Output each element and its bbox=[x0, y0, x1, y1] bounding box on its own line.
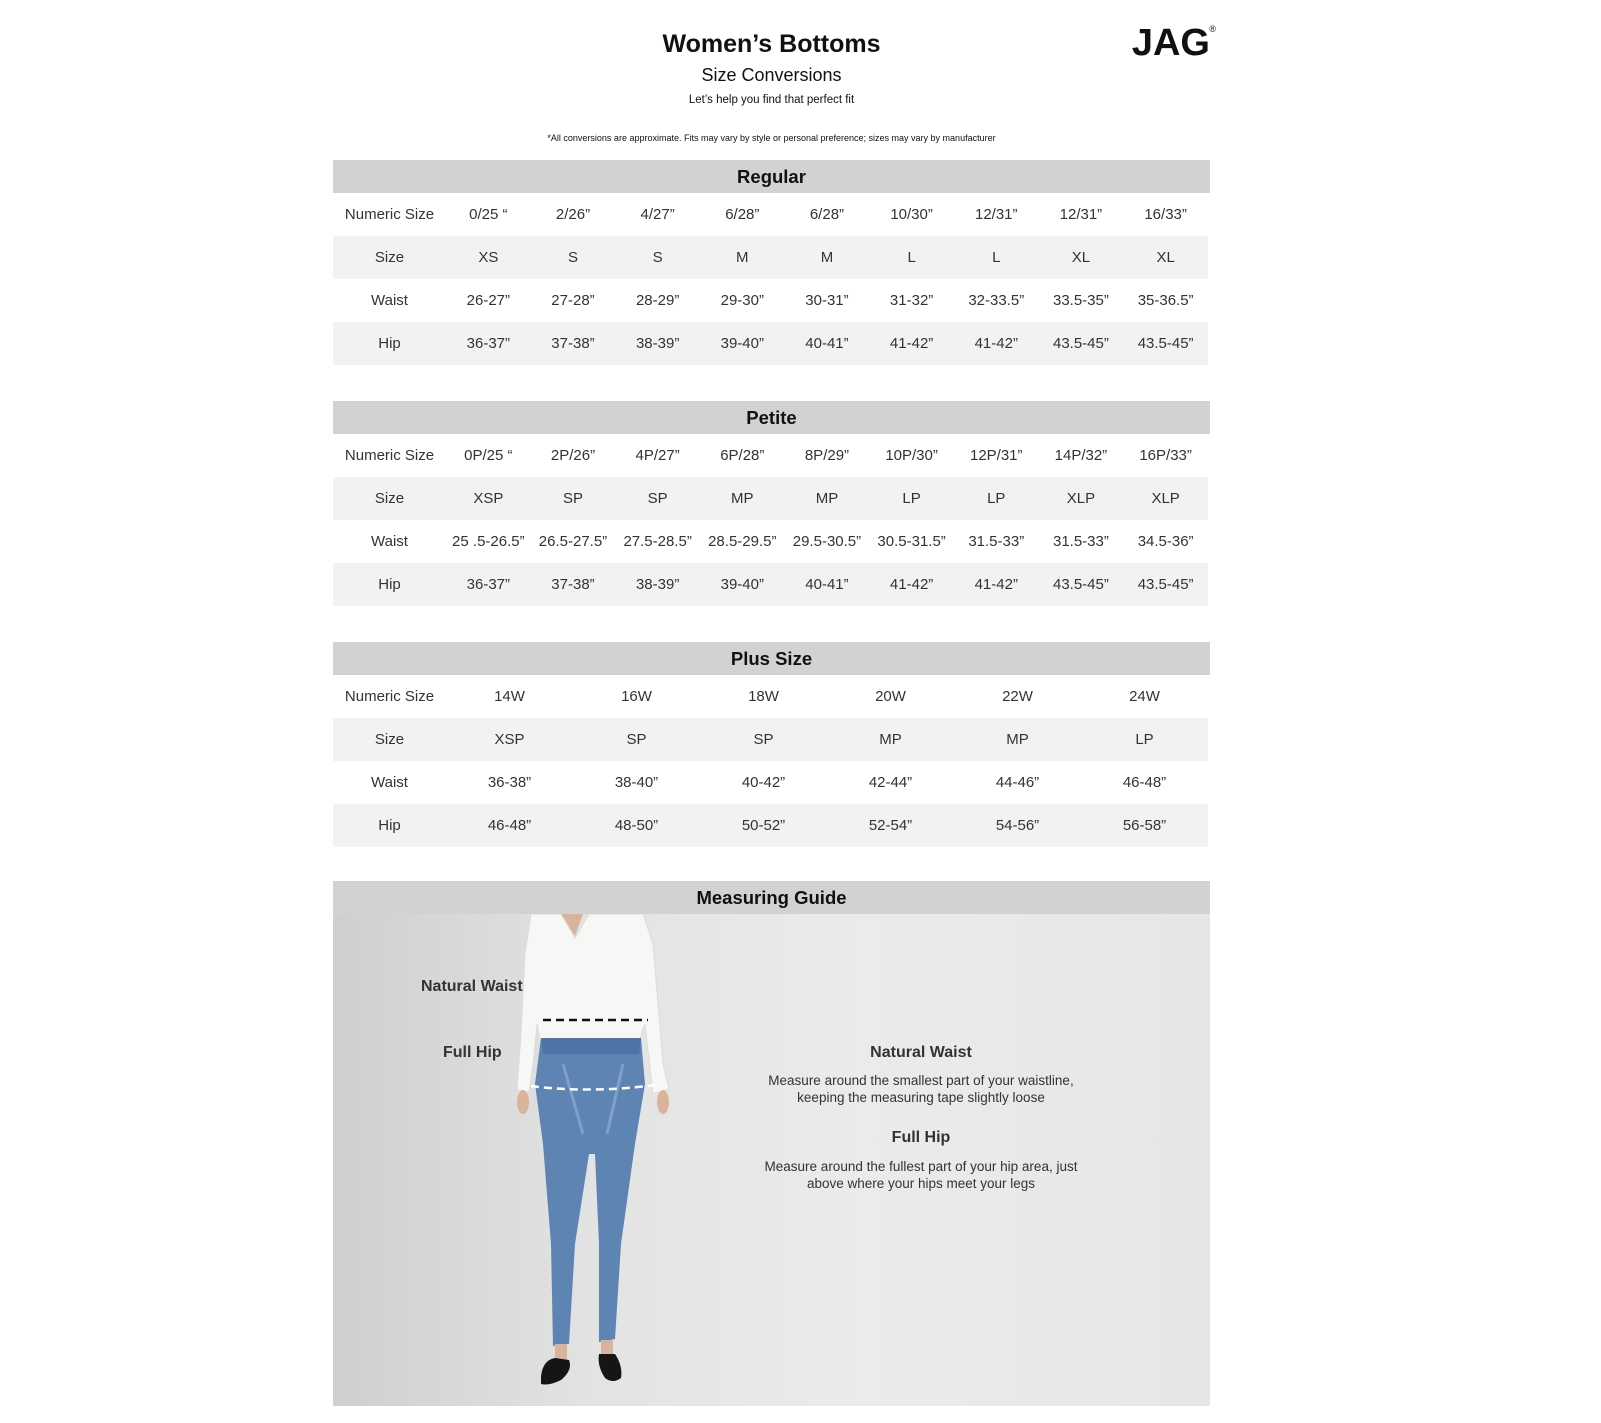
table-cell: 16W bbox=[621, 688, 652, 705]
tagline: Let’s help you find that perfect fit bbox=[688, 94, 855, 106]
regular-section bbox=[333, 160, 1210, 365]
table-cell: 31.5-33” bbox=[968, 533, 1025, 550]
row-header: Size bbox=[333, 236, 446, 279]
table-cell: 26-27” bbox=[466, 292, 510, 309]
table-cell: 6/28” bbox=[725, 206, 760, 223]
table-cell: 41-42” bbox=[869, 322, 954, 365]
measuring-guide bbox=[333, 881, 1210, 1406]
table-cell: 35-36.5” bbox=[1137, 292, 1194, 309]
table-cell: 27.5-28.5” bbox=[623, 533, 692, 550]
table-cell: MP bbox=[700, 477, 785, 520]
waist-description-line-2: keeping the measuring tape slightly loose bbox=[797, 1090, 1045, 1105]
table-cell: 31-32” bbox=[889, 292, 934, 309]
petite-table bbox=[333, 434, 1208, 606]
table-cell: 10P/30” bbox=[885, 447, 938, 464]
table-cell: 50-52” bbox=[700, 804, 827, 847]
table-cell: 25 .5-26.5” bbox=[452, 533, 525, 550]
brand-logo-text: JAG bbox=[1131, 22, 1210, 64]
table-cell: LP bbox=[954, 477, 1039, 520]
table-cell: 38-39” bbox=[615, 563, 700, 606]
table-cell: XLP bbox=[1039, 477, 1124, 520]
table-cell: 34.5-36” bbox=[1137, 533, 1194, 550]
table-cell: 2P/26” bbox=[550, 447, 596, 464]
table-cell: S bbox=[615, 236, 700, 279]
table-cell: MP bbox=[827, 718, 954, 761]
table-row bbox=[333, 804, 1208, 847]
table-cell: S bbox=[531, 236, 616, 279]
table-cell: 41-42” bbox=[954, 322, 1039, 365]
table-cell: SP bbox=[700, 718, 827, 761]
regular-table bbox=[333, 193, 1208, 365]
table-cell: 43.5-45” bbox=[1123, 563, 1208, 606]
table-cell: 12P/31” bbox=[969, 447, 1023, 464]
table-cell: 31.5-33” bbox=[1052, 533, 1109, 550]
figure-label-waist: Natural Waist bbox=[421, 978, 523, 995]
row-header: Hip bbox=[333, 804, 446, 847]
table-cell: SP bbox=[615, 477, 700, 520]
table-cell: 44-46” bbox=[995, 774, 1040, 791]
table-cell: 12/31” bbox=[1059, 206, 1103, 223]
section-title: Regular bbox=[333, 160, 1210, 193]
table-cell: 14P/32” bbox=[1054, 447, 1108, 464]
table-cell: L bbox=[954, 236, 1039, 279]
table-cell: 40-41” bbox=[785, 322, 870, 365]
table-cell: XL bbox=[1123, 236, 1208, 279]
table-row bbox=[333, 236, 1208, 279]
table-cell: 48-50” bbox=[573, 804, 700, 847]
table-cell: 27-28” bbox=[551, 292, 595, 309]
table-cell: 33.5-35” bbox=[1052, 292, 1109, 309]
table-cell: 20W bbox=[875, 688, 906, 705]
table-cell: XSP bbox=[446, 477, 531, 520]
table-cell: 36-37” bbox=[446, 563, 531, 606]
table-cell: XLP bbox=[1123, 477, 1208, 520]
table-cell: 42-44” bbox=[868, 774, 913, 791]
hip-description-line-2: above where your hips meet your legs bbox=[806, 1176, 1036, 1191]
table-cell: 54-56” bbox=[954, 804, 1081, 847]
section-title: Petite bbox=[333, 401, 1210, 434]
row-header: Size bbox=[333, 477, 446, 520]
table-cell: SP bbox=[531, 477, 616, 520]
table-row bbox=[333, 434, 1208, 477]
section-title: Measuring Guide bbox=[333, 881, 1210, 914]
plus-section bbox=[333, 642, 1210, 847]
table-cell: 16/33” bbox=[1144, 206, 1187, 223]
table-cell: 56-58” bbox=[1081, 804, 1208, 847]
page-title: Women’s Bottoms bbox=[662, 30, 881, 58]
row-header: Numeric Size bbox=[344, 447, 435, 464]
table-cell: 10/30” bbox=[890, 206, 933, 223]
row-header: Hip bbox=[333, 563, 446, 606]
table-cell: 41-42” bbox=[954, 563, 1039, 606]
table-cell: L bbox=[869, 236, 954, 279]
disclaimer-note: *All conversions are approximate. Fits may vary by style or personal preference; sizes may vary by manufacturer bbox=[547, 133, 996, 143]
table-cell: XS bbox=[446, 236, 531, 279]
table-cell: XSP bbox=[446, 718, 573, 761]
table-cell: XL bbox=[1039, 236, 1124, 279]
row-header: Size bbox=[333, 718, 446, 761]
row-header: Numeric Size bbox=[344, 688, 435, 705]
table-cell: 6P/28” bbox=[720, 447, 765, 464]
table-cell: 38-40” bbox=[614, 774, 659, 791]
plus-table bbox=[333, 675, 1208, 847]
table-row bbox=[333, 520, 1208, 563]
brand-logo bbox=[1131, 22, 1216, 65]
registered-mark: ® bbox=[1209, 24, 1216, 34]
row-header: Waist bbox=[371, 533, 408, 550]
hip-description-line-1: Measure around the fullest part of your hip area, just bbox=[764, 1159, 1078, 1174]
table-row bbox=[333, 761, 1208, 804]
table-cell: 32-33.5” bbox=[968, 292, 1025, 309]
table-row bbox=[333, 675, 1208, 718]
table-cell: SP bbox=[573, 718, 700, 761]
table-cell: 6/28” bbox=[809, 206, 845, 223]
section-title: Plus Size bbox=[333, 642, 1210, 675]
size-chart-sheet bbox=[333, 0, 1216, 1191]
row-header: Waist bbox=[371, 774, 408, 791]
table-cell: MP bbox=[785, 477, 870, 520]
table-row bbox=[333, 718, 1208, 761]
table-cell: 29.5-30.5” bbox=[792, 533, 862, 550]
table-cell: 29-30” bbox=[720, 292, 764, 309]
header bbox=[333, 0, 1216, 160]
table-cell: 37-38” bbox=[531, 563, 616, 606]
table-cell: 40-41” bbox=[785, 563, 870, 606]
hip-heading: Full Hip bbox=[891, 1129, 951, 1146]
table-cell: 36-38” bbox=[487, 774, 532, 791]
table-cell: 38-39” bbox=[615, 322, 700, 365]
table-cell: 43.5-45” bbox=[1039, 322, 1124, 365]
page-subtitle: Size Conversions bbox=[701, 65, 842, 85]
table-cell: 43.5-45” bbox=[1039, 563, 1124, 606]
waist-description-line-1: Measure around the smallest part of your waistline, bbox=[768, 1073, 1074, 1088]
table-cell: 24W bbox=[1129, 688, 1160, 705]
table-cell: 0P/25 “ bbox=[464, 447, 513, 464]
table-cell: 46-48” bbox=[1122, 774, 1167, 791]
row-header: Hip bbox=[333, 322, 446, 365]
table-row bbox=[333, 193, 1208, 236]
waist-heading: Natural Waist bbox=[870, 1044, 972, 1061]
table-cell: 28-29” bbox=[635, 292, 680, 309]
row-header: Numeric Size bbox=[344, 206, 435, 223]
table-cell: 52-54” bbox=[827, 804, 954, 847]
petite-section bbox=[333, 401, 1210, 606]
table-cell: M bbox=[700, 236, 785, 279]
table-cell: M bbox=[785, 236, 870, 279]
table-cell: 22W bbox=[1002, 688, 1033, 705]
table-cell: 36-37” bbox=[446, 322, 531, 365]
table-cell: LP bbox=[1081, 718, 1208, 761]
figure-label-hip: Full Hip bbox=[443, 1044, 502, 1061]
table-cell: 8P/29” bbox=[804, 447, 850, 464]
table-cell: LP bbox=[869, 477, 954, 520]
table-cell: 4/27” bbox=[640, 206, 675, 223]
row-header: Waist bbox=[371, 292, 408, 309]
table-row bbox=[333, 322, 1208, 365]
table-cell: 4P/27” bbox=[635, 447, 680, 464]
table-row bbox=[333, 563, 1208, 606]
table-row bbox=[333, 477, 1208, 520]
table-cell: 28.5-29.5” bbox=[708, 533, 777, 550]
table-cell: 43.5-45” bbox=[1123, 322, 1208, 365]
table-cell: 14W bbox=[494, 688, 525, 705]
table-cell: 30.5-31.5” bbox=[877, 533, 946, 550]
table-cell: 39-40” bbox=[700, 322, 785, 365]
table-cell: 41-42” bbox=[869, 563, 954, 606]
table-cell: 2/26” bbox=[555, 206, 591, 223]
table-cell: 26.5-27.5” bbox=[538, 533, 608, 550]
table-cell: 0/25 “ bbox=[469, 206, 508, 223]
table-cell: 30-31” bbox=[805, 292, 849, 309]
table-cell: 37-38” bbox=[531, 322, 616, 365]
table-cell: 39-40” bbox=[700, 563, 785, 606]
table-cell: 46-48” bbox=[446, 804, 573, 847]
table-cell: 18W bbox=[748, 688, 779, 705]
model-figure-illustration bbox=[503, 914, 703, 1406]
table-cell: 12/31” bbox=[974, 206, 1018, 223]
table-row bbox=[333, 279, 1208, 322]
table-cell: 40-42” bbox=[741, 774, 786, 791]
table-cell: 16P/33” bbox=[1139, 447, 1192, 464]
table-cell: MP bbox=[954, 718, 1081, 761]
